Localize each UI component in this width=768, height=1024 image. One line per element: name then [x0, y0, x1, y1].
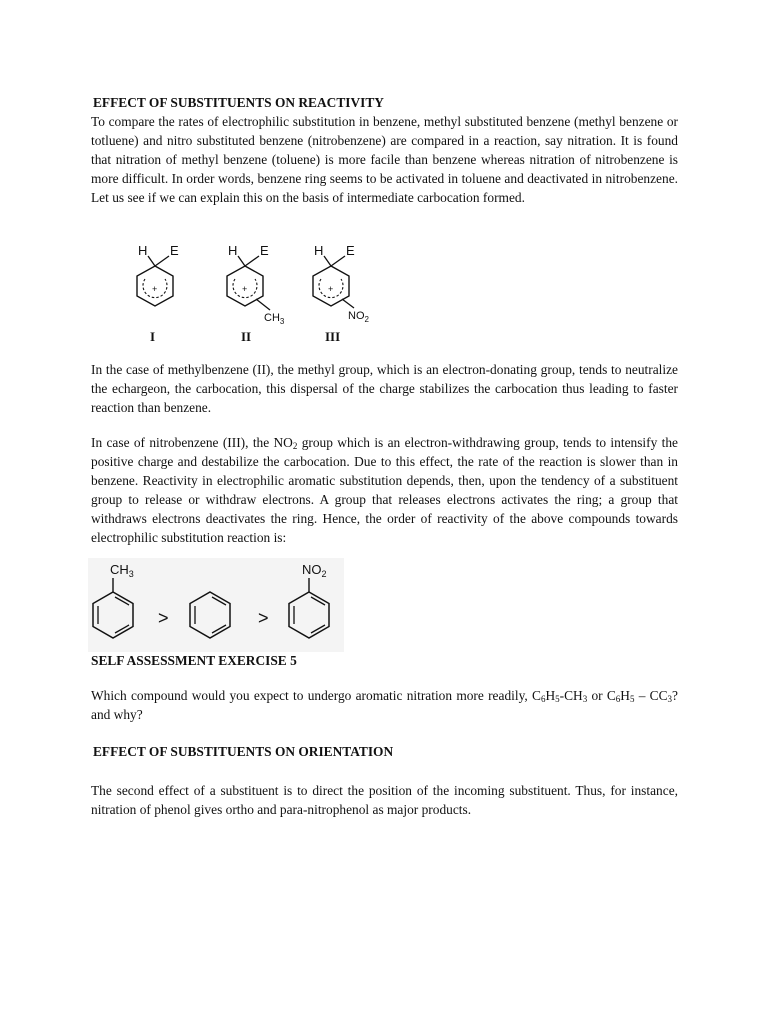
- nitrobenzene-paragraph: In case of nitrobenzene (III), the $NO_2$ group which is an electron-withdrawing group, tends to intensify the positive charge and destabilize the carbocation. Due to this effect, the rate of the reaction is slower than in benzene. Reactivity in electrophilic aromatic substitution depends, then, upon the tendency of a substituent group to release or withdraw electrons. A group that releases electrons activates the ring; a group that withdraws electrons deactivates the ring. Hence, the order of reactivity of the above compounds towards electrophilic substitution reaction is:: [91, 435, 678, 545]
- benzene-ring: [190, 592, 230, 638]
- structure-nitrobenzene-carbocation: [313, 243, 370, 344]
- label-II: II: [241, 329, 252, 344]
- nitrobenzene-structure: [289, 562, 329, 638]
- nitro-group-label: $NO_2$: [348, 310, 369, 324]
- e-label: E: [260, 243, 269, 258]
- h-label: H: [138, 243, 148, 258]
- e-label: E: [170, 243, 179, 258]
- carbocation-intermediates-figure: [130, 236, 390, 348]
- h-label: H: [314, 243, 324, 258]
- structure-toluene-carbocation: [227, 243, 285, 344]
- orientation-paragraph: The second effect of a substituent is to direct the position of the incoming substituent. Thus, for instance, nitration of phenol gives ortho and para-nitrophenol as major products.: [91, 783, 678, 817]
- methyl-group-label: $CH_3$: [264, 312, 285, 326]
- plus-charge: +: [152, 284, 158, 294]
- label-III: III: [325, 329, 341, 344]
- plus-charge: +: [242, 284, 248, 294]
- benzene-ring: [93, 592, 133, 638]
- nitro-bond: [342, 299, 354, 308]
- label-I: I: [150, 329, 156, 344]
- nitro-group-label: $NO_2$: [302, 562, 327, 579]
- benzene-ring: [289, 592, 329, 638]
- toluene-structure: [93, 562, 134, 638]
- greater-than-sign: >: [258, 608, 269, 628]
- methyl-bond: [256, 299, 270, 310]
- structure-benzene-carbocation: [137, 243, 179, 344]
- plus-charge: +: [328, 284, 334, 294]
- e-label: E: [346, 243, 355, 258]
- heading-self-assessment: SELF ASSESSMENT EXERCISE 5: [91, 653, 297, 668]
- heading-effect-on-reactivity: EFFECT OF SUBSTITUENTS ON REACTIVITY: [93, 95, 384, 110]
- methylbenzene-paragraph: In the case of methylbenzene (II), the methyl group, which is an electron-donating group, tends to neutralize the echargeon, the carbocation, this dispersal of the charge stabilizes the carbocation thus leading to faster reaction than benzene.: [91, 362, 678, 415]
- benzene-structure: [190, 592, 230, 638]
- heading-effect-on-orientation: EFFECT OF SUBSTITUENTS ON ORIENTATION: [93, 744, 394, 759]
- exercise-question: Which compound would you expect to undergo aromatic nitration more readily, $C_6H_5-CH_3$ or $C_6H_5 - CC_3$? and why?: [91, 688, 678, 722]
- h-label: H: [228, 243, 238, 258]
- greater-than-sign: >: [158, 608, 169, 628]
- intro-paragraph: To compare the rates of electrophilic substitution in benzene, methyl substituted benzene (methyl benzene or totluene) and nitro substituted benzene (nitrobenzene) are compared in a reaction, say nitration. It is found that nitration of methyl benzene (toluene) is more facile than benzene whereas nitration of nitrobenzene is more difficult. In order words, benzene ring seems to be activated in toluene and deactivated in nitrobenzene. Let us see if we can explain this on the basis of intermediate carbocation formed.: [91, 114, 678, 205]
- reactivity-order-figure: [88, 558, 344, 652]
- methyl-group-label: $CH_3$: [110, 562, 134, 579]
